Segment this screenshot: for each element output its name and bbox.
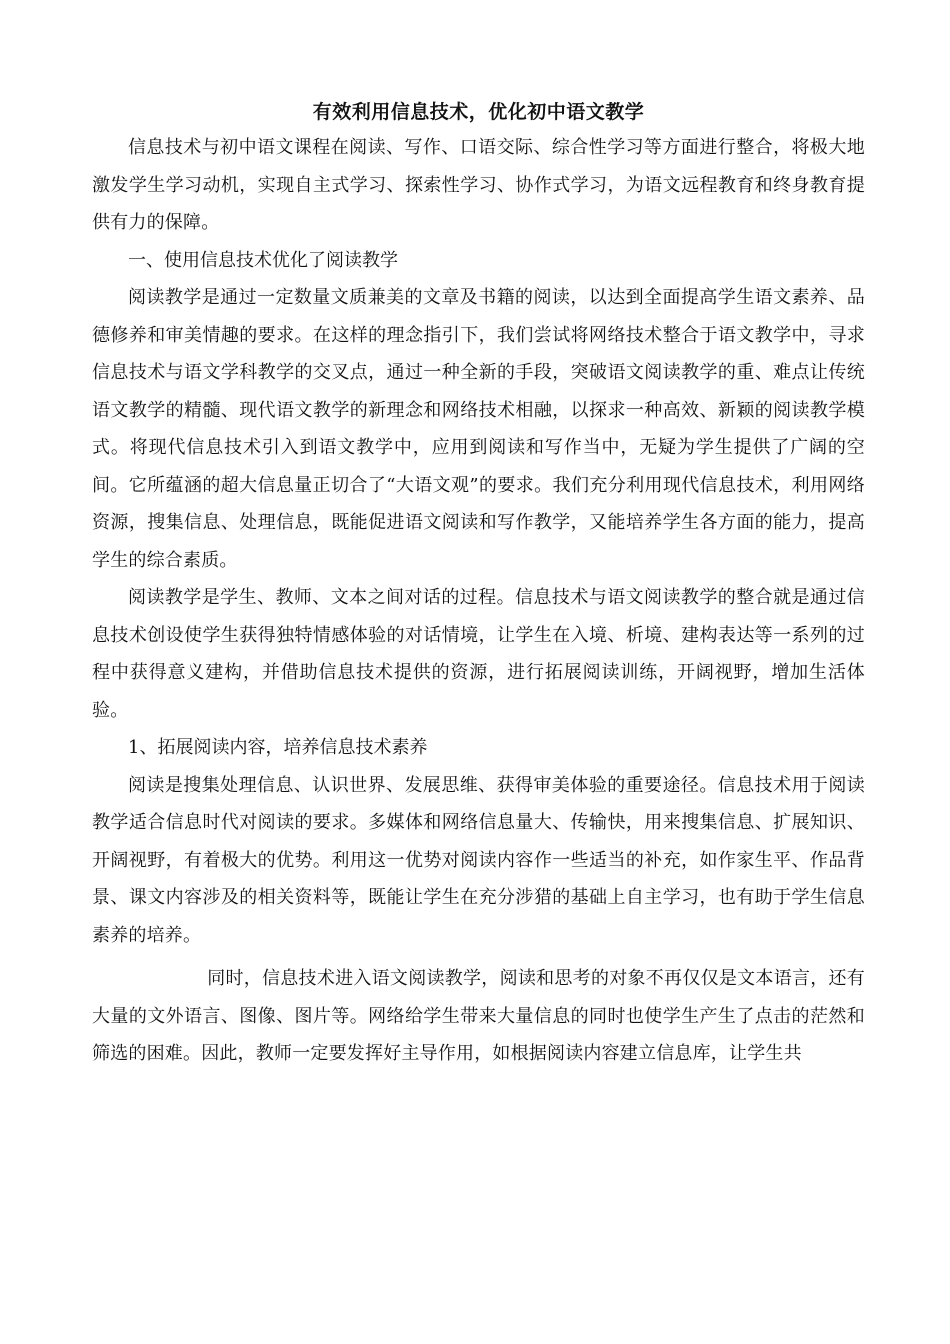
intro-paragraph: 信息技术与初中语文课程在阅读、写作、口语交际、综合性学习等方面进行整合，将极大地激发学生学习动机，实现自主式学习、探索性学习、协作式学习，为语文远程教育和终身教育提供有力的保障。 <box>92 137 865 233</box>
subsection-1-paragraph-2: 同时，信息技术进入语文阅读教学，阅读和思考的对象不再仅仅是文本语言，还有大量的文外语言、图像、图片等。网络给学生带来大量信息的同时也使学生产生了点击的茫然和筛选的困难。因此，教师一定要发挥好主导作用，如根据阅读内容建立信息库，让学生共 <box>92 968 865 1064</box>
subsection-1-paragraph-1: 阅读是搜集处理信息、认识世界、发展思维、获得审美体验的重要途径。信息技术用于阅读教学适合信息时代对阅读的要求。多媒体和网络信息量大、传输快，用来搜集信息、扩展知识、开阔视野，有着极大的优势。利用这一优势对阅读内容作一些适当的补充，如作家生平、作品背景、课文内容涉及的相关资料等，既能让学生在充分涉猎的基础上自主学习，也有助于学生信息素养的培养。 <box>92 774 865 946</box>
subsection-1-heading: 1、拓展阅读内容，培养信息技术素养 <box>128 737 428 758</box>
section-1-paragraph-1: 阅读教学是通过一定数量文质兼美的文章及书籍的阅读，以达到全面提高学生语文素养、品德修养和审美情趣的要求。在这样的理念指引下，我们尝试将网络技术整合于语文教学中，寻求信息技术与语文学科教学的交叉点，通过一种全新的手段，突破语文阅读教学的重、难点让传统语文教学的精髓、现代语文教学的新理念和网络技术相融，以探求一种高效、新颖的阅读教学模式。将现代信息技术引入到语文教学中，应用到阅读和写作当中，无疑为学生提供了广阔的空间。它所蕴涵的超大信息量正切合了“大语文观”的要求。我们充分利用现代信息技术，利用网络资源，搜集信息、处理信息，既能促进语文阅读和写作教学，又能培养学生各方面的能力，提高学生的综合素质。 <box>92 287 865 571</box>
document-title: 有效利用信息技术，优化初中语文教学 <box>312 101 645 123</box>
section-1-heading: 一、使用信息技术优化了阅读教学 <box>128 249 398 271</box>
section-1-paragraph-2: 阅读教学是学生、教师、文本之间对话的过程。信息技术与语文阅读教学的整合就是通过信息技术创设使学生获得独特情感体验的对话情境，让学生在入境、析境、建构表达等一系列的过程中获得意义建构，并借助信息技术提供的资源，进行拓展阅读训练，开阔视野，增加生活体验。 <box>92 587 865 721</box>
